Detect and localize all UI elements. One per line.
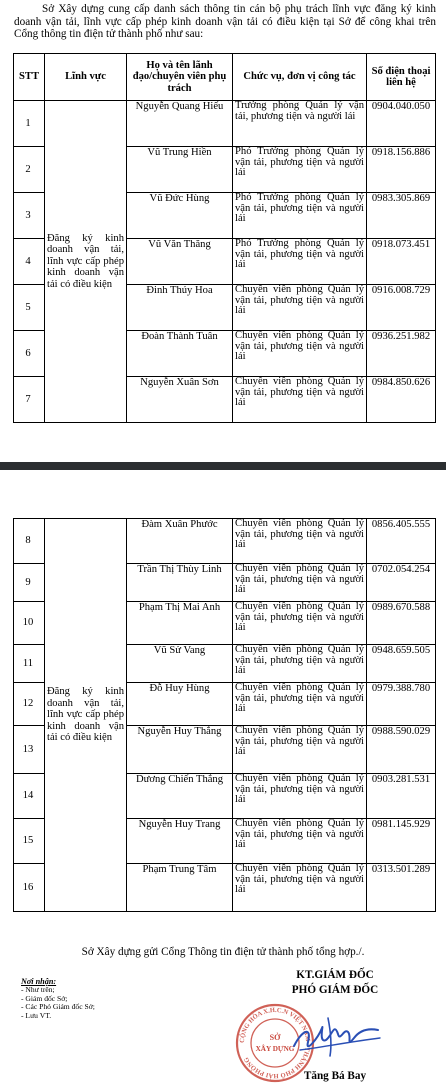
table-row bbox=[14, 101, 436, 147]
staff-phone: 0918.073.451 bbox=[367, 239, 436, 285]
staff-phone: 0979.388.780 bbox=[367, 683, 436, 726]
staff-phone: 0984.850.626 bbox=[367, 377, 436, 423]
row-number: 3 bbox=[14, 193, 45, 239]
staff-name: Trần Thị Thùy Linh bbox=[127, 564, 233, 602]
staff-position: Chuyên viên phòng Quản lý vận tải, phương tiện và người lái bbox=[233, 819, 367, 864]
staff-name: Nguyễn Quang Hiếu bbox=[127, 101, 233, 147]
staff-table-part-1 bbox=[13, 53, 436, 423]
table-row bbox=[14, 519, 436, 564]
staff-position: Chuyên viên phòng Quản lý vận tải, phương tiện và người lái bbox=[233, 564, 367, 602]
table-body-part-1 bbox=[14, 101, 436, 423]
staff-position: Chuyên viên phòng Quản lý vận tải, phương tiện và người lái bbox=[233, 726, 367, 774]
staff-phone: 0981.145.929 bbox=[367, 819, 436, 864]
staff-phone: 0313.501.289 bbox=[367, 864, 436, 912]
signature-title: KT.GIÁM ĐỐC bbox=[296, 969, 374, 981]
staff-phone: 0983.305.869 bbox=[367, 193, 436, 239]
staff-position: Phó Trưởng phòng Quản lý vận tải, phương tiện và người lái bbox=[233, 147, 367, 193]
staff-name: Đoàn Thành Tuân bbox=[127, 331, 233, 377]
staff-name: Nguyễn Huy Thắng bbox=[127, 726, 233, 774]
staff-name: Đinh Thúy Hoa bbox=[127, 285, 233, 331]
staff-name: Phạm Thị Mai Anh bbox=[127, 602, 233, 645]
svg-text:SỞ: SỞ bbox=[269, 1033, 281, 1042]
staff-phone: 0702.054.254 bbox=[367, 564, 436, 602]
staff-phone: 0904.040.050 bbox=[367, 101, 436, 147]
staff-position: Chuyên viên phòng Quản lý vận tải, phương tiện và người lái bbox=[233, 774, 367, 819]
row-number: 4 bbox=[14, 239, 45, 285]
staff-phone: 0989.670.588 bbox=[367, 602, 436, 645]
staff-position: Chuyên viên phòng Quản lý vận tải, phương tiện và người lái bbox=[233, 377, 367, 423]
recipient-item: - Như trên; bbox=[21, 985, 55, 995]
recipients-heading: Nơi nhận: bbox=[21, 977, 57, 986]
row-number: 13 bbox=[14, 726, 45, 774]
staff-name: Vũ Văn Thăng bbox=[127, 239, 233, 285]
row-number: 6 bbox=[14, 331, 45, 377]
staff-position: Trưởng phòng Quản lý vận tải, phương tiện và người lái bbox=[233, 101, 367, 147]
header-field: Lĩnh vực bbox=[45, 54, 127, 101]
intro-paragraph: Sở Xây dựng cung cấp danh sách thông tin cán bộ phụ trách lĩnh vực đăng ký kinh doanh vận tải, lĩnh vực cấp phép kinh doanh vận tải có điều kiện tại Sở để công khai trên Cổng thông tin điện tử thành phố như sau: bbox=[14, 3, 436, 41]
closing-sentence: Sở Xây dựng gửi Cổng Thông tin điện tử thành phố tổng hợp./. bbox=[81, 946, 365, 958]
page-divider bbox=[0, 462, 446, 470]
staff-name: Phạm Trung Tâm bbox=[127, 864, 233, 912]
staff-phone: 0903.281.531 bbox=[367, 774, 436, 819]
field-cell: Đăng ký kinh doanh vận tải, lĩnh vực cấp phép kinh doanh vận tải có điều kiện bbox=[45, 101, 127, 423]
recipient-item: - Giám đốc Sở; bbox=[21, 993, 68, 1003]
staff-name: Đỗ Huy Hùng bbox=[127, 683, 233, 726]
field-cell: Đăng ký kinh doanh vận tải, lĩnh vực cấp phép kinh doanh vận tải có điều kiện bbox=[45, 519, 127, 912]
staff-phone: 0918.156.886 bbox=[367, 147, 436, 193]
staff-name: Nguyễn Huy Trang bbox=[127, 819, 233, 864]
svg-text:XÂY DỰNG: XÂY DỰNG bbox=[255, 1045, 295, 1053]
header-position: Chức vụ, đơn vị công tác bbox=[233, 54, 367, 101]
staff-position: Chuyên viên phòng Quản lý vận tải, phương tiện và người lái bbox=[233, 864, 367, 912]
row-number: 10 bbox=[14, 602, 45, 645]
row-number: 7 bbox=[14, 377, 45, 423]
staff-table-part-2 bbox=[13, 518, 436, 912]
table-header-row bbox=[14, 54, 436, 101]
staff-name: Vũ Sử Vang bbox=[127, 645, 233, 683]
row-number: 5 bbox=[14, 285, 45, 331]
row-number: 1 bbox=[14, 101, 45, 147]
recipient-item: - Lưu VT. bbox=[21, 1010, 52, 1020]
recipients-block bbox=[21, 978, 95, 1020]
signer-name: Tăng Bá Bay bbox=[303, 1070, 367, 1082]
row-number: 11 bbox=[14, 645, 45, 683]
staff-phone: 0948.659.505 bbox=[367, 645, 436, 683]
svg-text:CỘNG HÒA X.H.C.N VIỆT NAM · TH: CỘNG HÒA X.H.C.N VIỆT NAM · THÀNH PHỐ HẢI PHÒNG bbox=[238, 1006, 312, 1080]
table-body-part-2 bbox=[14, 519, 436, 912]
staff-name: Dương Chiến Thắng bbox=[127, 774, 233, 819]
staff-position: Phó Trưởng phòng Quản lý vận tải, phương tiện và người lái bbox=[233, 193, 367, 239]
staff-name: Nguyễn Xuân Sơn bbox=[127, 377, 233, 423]
staff-phone: 0916.008.729 bbox=[367, 285, 436, 331]
staff-position: Chuyên viên phòng Quản lý vận tải, phương tiện và người lái bbox=[233, 645, 367, 683]
row-number: 15 bbox=[14, 819, 45, 864]
recipient-item: - Các Phó Giám đốc Sở; bbox=[21, 1002, 95, 1012]
staff-phone: 0988.590.029 bbox=[367, 726, 436, 774]
staff-phone: 0856.405.555 bbox=[367, 519, 436, 564]
header-phone: Số điện thoại liên hệ bbox=[367, 54, 436, 101]
signature-subtitle: PHÓ GIÁM ĐỐC bbox=[291, 984, 379, 996]
header-stt: STT bbox=[14, 54, 45, 101]
handwritten-signature bbox=[288, 1008, 383, 1063]
header-leader: Họ và tên lãnh đạo/chuyên viên phụ trách bbox=[127, 54, 233, 101]
staff-position: Chuyên viên phòng Quản lý vận tải, phương tiện và người lái bbox=[233, 519, 367, 564]
row-number: 8 bbox=[14, 519, 45, 564]
staff-position: Phó Trưởng phòng Quản lý vận tải, phương tiện và người lái bbox=[233, 239, 367, 285]
staff-name: Vũ Trung Hiền bbox=[127, 147, 233, 193]
staff-position: Chuyên viên phòng Quản lý vận tải, phương tiện và người lái bbox=[233, 683, 367, 726]
staff-phone: 0936.251.982 bbox=[367, 331, 436, 377]
row-number: 9 bbox=[14, 564, 45, 602]
staff-name: Vũ Đức Hùng bbox=[127, 193, 233, 239]
row-number: 12 bbox=[14, 683, 45, 726]
staff-position: Chuyên viên phòng Quản lý vận tải, phương tiện và người lái bbox=[233, 331, 367, 377]
row-number: 16 bbox=[14, 864, 45, 912]
row-number: 14 bbox=[14, 774, 45, 819]
row-number: 2 bbox=[14, 147, 45, 193]
staff-position: Chuyên viên phòng Quản lý vận tải, phương tiện và người lái bbox=[233, 285, 367, 331]
staff-name: Đàm Xuân Phước bbox=[127, 519, 233, 564]
staff-position: Chuyên viên phòng Quản lý vận tải, phương tiện và người lái bbox=[233, 602, 367, 645]
